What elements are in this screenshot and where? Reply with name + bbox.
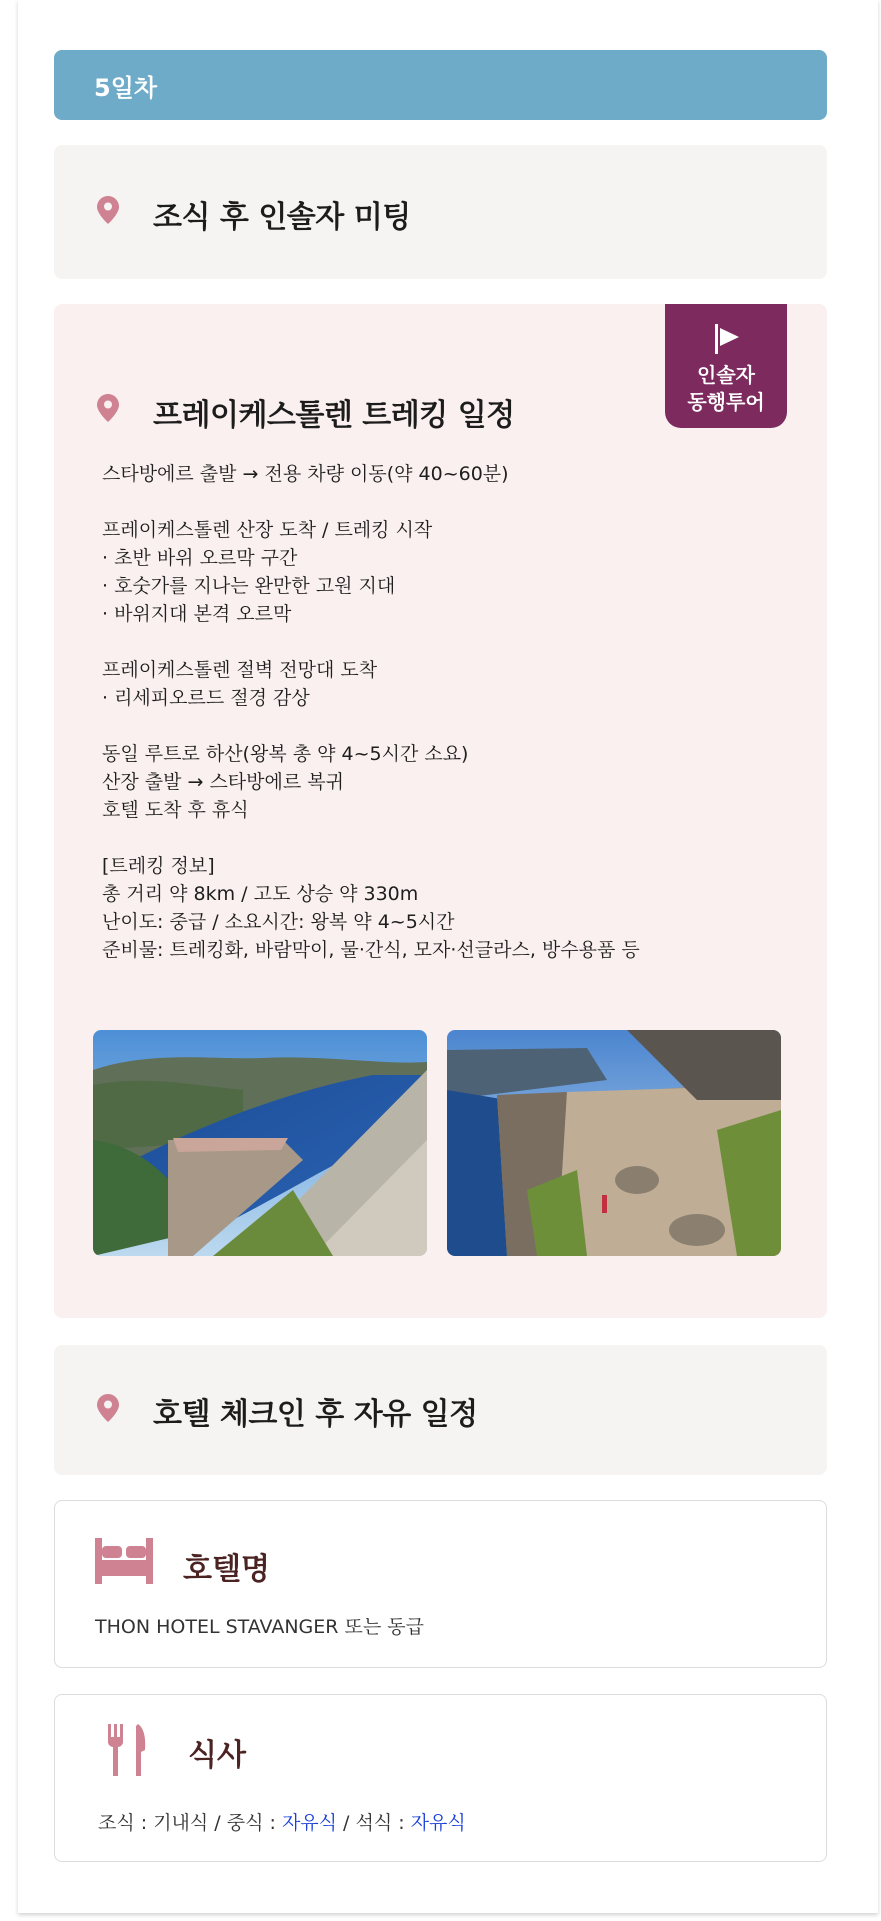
description-spacer [102, 824, 802, 852]
flag-icon [713, 324, 741, 354]
breakfast-value: 기내식 [153, 1812, 209, 1834]
description-line: · 리세피오르드 절경 감상 [102, 687, 310, 709]
description-line: 준비물: 트레킹화, 바람막이, 물·간식, 모자·선글라스, 방수용품 등 [102, 939, 640, 961]
preikestolen-fjord-view-photo [93, 1030, 427, 1256]
step-title: 프레이케스톨렌 트레킹 일정 [153, 398, 515, 433]
trekking-description [102, 460, 802, 964]
description-line: 총 거리 약 8km / 고도 상승 약 330m [102, 883, 419, 905]
dinner-label: / 석식 : [337, 1812, 411, 1834]
location-pin-icon [97, 394, 119, 422]
description-spacer [102, 488, 802, 516]
description-line: 호텔 도착 후 휴식 [102, 799, 249, 821]
breakfast-label: 조식 : [98, 1812, 154, 1834]
description-line: 동일 루트로 하산(왕복 총 약 4~5시간 소요) [102, 743, 469, 765]
location-pin-icon [97, 196, 119, 224]
description-line: · 바위지대 본격 오르막 [102, 603, 292, 625]
description-line: [트레킹 정보] [102, 855, 215, 877]
description-line: · 호숫가를 지나는 완만한 고원 지대 [102, 575, 396, 597]
bed-icon [95, 1538, 153, 1584]
description-line: 스타방에르 출발 → 전용 차량 이동(약 40~60분) [102, 463, 509, 485]
hotel-card [54, 1500, 827, 1668]
description-line: 프레이케스톨렌 산장 도착 / 트레킹 시작 [102, 519, 433, 541]
preikestolen-cliff-top-photo [447, 1030, 781, 1256]
lunch-value: 자유식 [281, 1812, 337, 1834]
meal-info [98, 1808, 466, 1835]
meal-title: 식사 [188, 1738, 246, 1773]
description-spacer [102, 712, 802, 740]
fork-knife-icon [108, 1724, 148, 1776]
location-pin-icon [97, 1394, 119, 1422]
lunch-label: / 중식 : [208, 1812, 282, 1834]
dinner-value: 자유식 [410, 1812, 466, 1834]
badge-line-1: 인솔자 [697, 363, 755, 387]
hotel-name: THON HOTEL STAVANGER 또는 동급 [95, 1616, 424, 1638]
step-title: 호텔 체크인 후 자유 일정 [153, 1397, 478, 1432]
description-spacer [102, 628, 802, 656]
day-header [54, 50, 827, 120]
guide-tour-badge [665, 304, 787, 428]
hotel-title: 호텔명 [183, 1552, 270, 1587]
description-line: · 초반 바위 오르막 구간 [102, 547, 298, 569]
description-line: 산장 출발 → 스타방에르 복귀 [102, 771, 344, 793]
description-line: 난이도: 중급 / 소요시간: 왕복 약 4~5시간 [102, 911, 455, 933]
description-line: 프레이케스톨렌 절벽 전망대 도착 [102, 659, 378, 681]
step-title: 조식 후 인솔자 미팅 [153, 200, 411, 235]
meal-card [54, 1694, 827, 1862]
day-label: 5일차 [94, 73, 158, 102]
badge-line-2: 동행투어 [687, 390, 765, 414]
